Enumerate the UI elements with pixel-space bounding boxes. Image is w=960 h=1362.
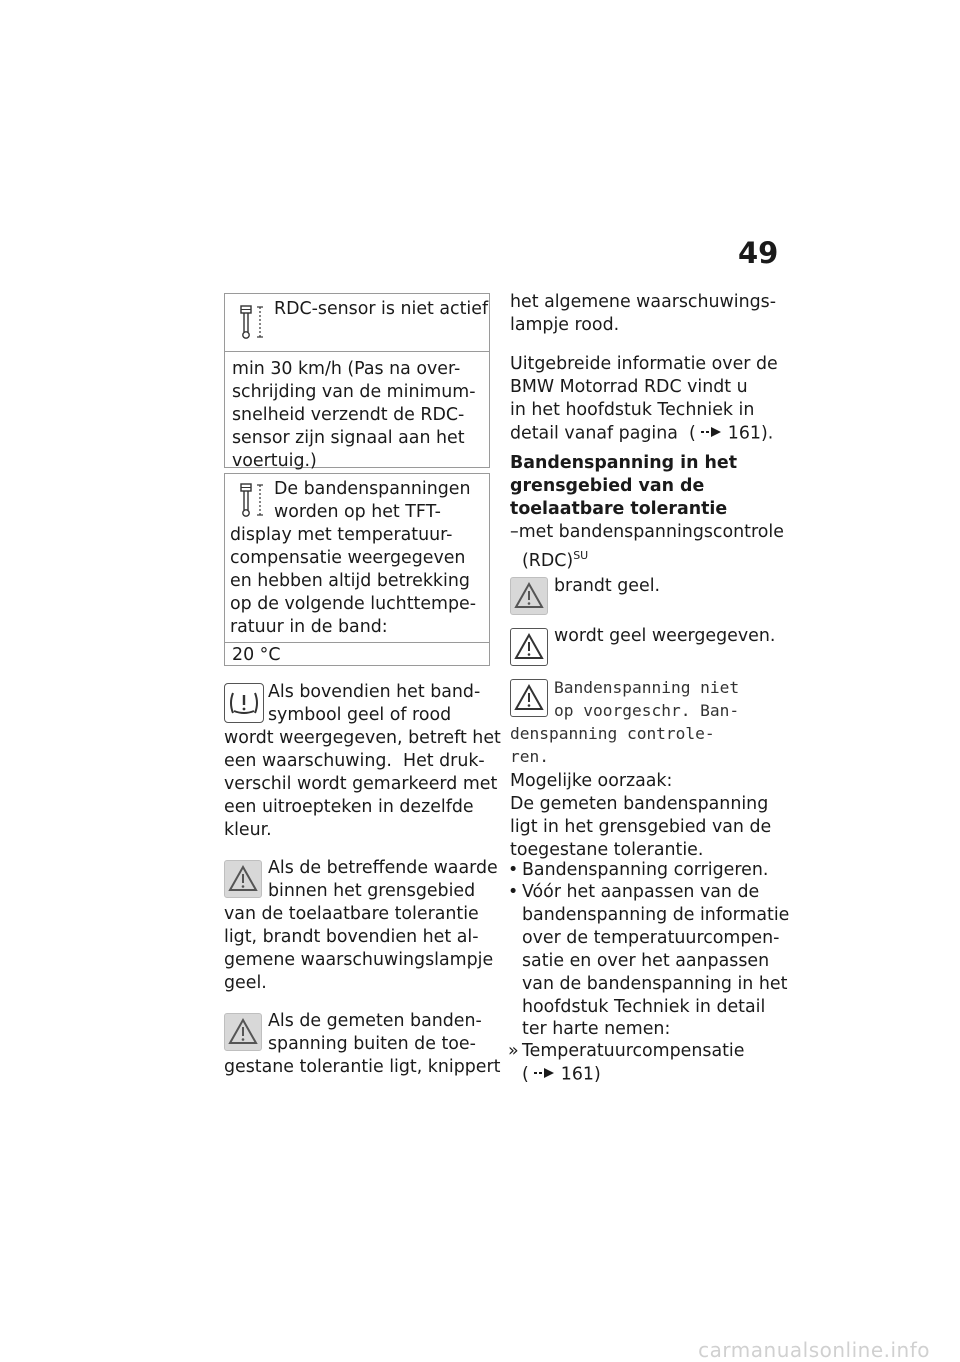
para1-line: symbool geel of rood	[268, 705, 452, 725]
info-line: in het hoofdstuk Techniek in	[510, 400, 755, 420]
box2-line: De bandenspanningen	[274, 479, 471, 499]
cause-line: ligt in het grensgebied van de	[510, 817, 772, 837]
para2-line: geel.	[224, 973, 267, 993]
display-message-line: denspanning controle-	[510, 724, 715, 743]
warning-symbol-display-icon	[510, 628, 548, 666]
general-warning-light-icon	[224, 860, 262, 898]
box2-line: worden op het TFT-	[274, 502, 441, 522]
rdc-inactive-header: RDC-sensor is niet actief	[274, 299, 489, 319]
cause-label: Mogelijke oorzaak:	[510, 771, 673, 791]
chevron-marker: »	[508, 1041, 519, 1061]
rdc-inactive-box	[224, 293, 490, 471]
watermark: carmanualsonline.info	[698, 1338, 930, 1362]
para2-line: binnen het grensgebied	[268, 881, 476, 901]
tire-pressure-warning-icon	[224, 683, 264, 723]
box2-line: en hebben altijd betrekking	[230, 571, 470, 591]
tire-sensor-icon	[237, 482, 265, 522]
arrow-item-ref: ( 161)	[522, 1064, 601, 1085]
bullet-item-line: hoofdstuk Techniek in detail	[522, 997, 766, 1017]
bullet-marker: •	[508, 882, 519, 902]
rdc-label: (RDC)	[522, 550, 574, 571]
cause-line: toegestane tolerantie.	[510, 840, 704, 860]
box1-line: voertuig.)	[232, 451, 317, 471]
box2-line: display met temperatuur-	[230, 525, 453, 545]
para3-line: spanning buiten de toe-	[268, 1034, 476, 1054]
box2-line: compensatie weergegeven	[230, 548, 466, 568]
warning-symbol-display-icon	[510, 679, 548, 717]
tft-display-box	[224, 473, 490, 666]
para2-line: gemene waarschuwingslampje	[224, 950, 494, 970]
para2-line: Als de betreffende waarde	[268, 858, 498, 878]
box1-line: schrijding van de minimum-	[232, 382, 476, 402]
page-ref-arrow-icon	[533, 1063, 555, 1086]
condition-line	[522, 544, 588, 573]
page-ref-link[interactable]: 161).	[727, 423, 774, 444]
right-cont-line: lampje rood.	[510, 315, 620, 335]
gray-icon-text: brandt geel.	[554, 576, 661, 596]
bullet-item-line: satie en over het aanpassen	[522, 951, 770, 971]
box1-line: sensor zijn signaal aan het	[232, 428, 465, 448]
box-divider	[225, 642, 489, 643]
info-last-text: detail vanaf pagina	[510, 423, 678, 444]
box1-line: min 30 km/h (Pas na over-	[232, 359, 461, 379]
para1-line: Als bovendien het band-	[268, 682, 481, 702]
tire-sensor-icon	[237, 304, 265, 344]
bullet-item-line: bandenspanning de informatie	[522, 905, 790, 925]
display-message-line: op voorgeschr. Ban-	[554, 701, 740, 720]
general-warning-light-icon	[224, 1013, 262, 1051]
general-warning-light-icon	[510, 577, 548, 615]
box1-line: snelheid verzendt de RDC-	[232, 405, 465, 425]
page-ref-link[interactable]: 161)	[560, 1064, 601, 1085]
box2-line: ratuur in de band:	[230, 617, 388, 637]
bullet-item-line: van de bandenspanning in het	[522, 974, 788, 994]
para1-line: verschil wordt gemarkeerd met	[224, 774, 498, 794]
condition-line: –met bandenspanningscontrole	[510, 522, 784, 542]
bullet-item-line: ter harte nemen:	[522, 1019, 671, 1039]
para1-line: kleur.	[224, 820, 272, 840]
bullet-marker: •	[508, 860, 519, 880]
page-number: 49	[738, 236, 779, 270]
info-line: detail vanaf pagina ( 161).	[510, 423, 774, 444]
para3-line: gestane tolerantie ligt, knippert	[224, 1057, 501, 1077]
box-divider	[225, 351, 489, 352]
box2-line: op de volgende luchttempe-	[230, 594, 476, 614]
bullet-item-line: over de temperatuurcompen-	[522, 928, 780, 948]
section-heading: toelaatbare tolerantie	[510, 499, 728, 519]
bullet-item-line: Vóór het aanpassen van de	[522, 882, 760, 902]
para2-line: van de toelaatbare tolerantie	[224, 904, 479, 924]
option-superscript: SU	[573, 549, 589, 562]
outline-icon-text: wordt geel weergegeven.	[554, 626, 776, 646]
display-message-line: ren.	[510, 747, 549, 766]
bullet-item: Bandenspanning corrigeren.	[522, 860, 769, 880]
para3-line: Als de gemeten banden-	[268, 1011, 482, 1031]
display-message-line: Bandenspanning niet	[554, 678, 740, 697]
para2-line: ligt, brandt bovendien het al-	[224, 927, 479, 947]
arrow-item: Temperatuurcompensatie	[522, 1041, 745, 1061]
info-line: BMW Motorrad RDC vindt u	[510, 377, 748, 397]
info-line: Uitgebreide informatie over de	[510, 354, 778, 374]
para1-line: wordt weergegeven, betreft het	[224, 728, 501, 748]
para1-line: een uitroepteken in dezelfde	[224, 797, 474, 817]
section-heading: Bandenspanning in het	[510, 453, 738, 473]
section-heading: grensgebied van de	[510, 476, 705, 496]
para1-line: een waarschuwing. Het druk-	[224, 751, 485, 771]
cause-line: De gemeten bandenspanning	[510, 794, 769, 814]
right-cont-line: het algemene waarschuwings-	[510, 292, 776, 312]
temperature-value: 20 °C	[232, 645, 281, 665]
page-ref-arrow-icon	[700, 422, 722, 445]
